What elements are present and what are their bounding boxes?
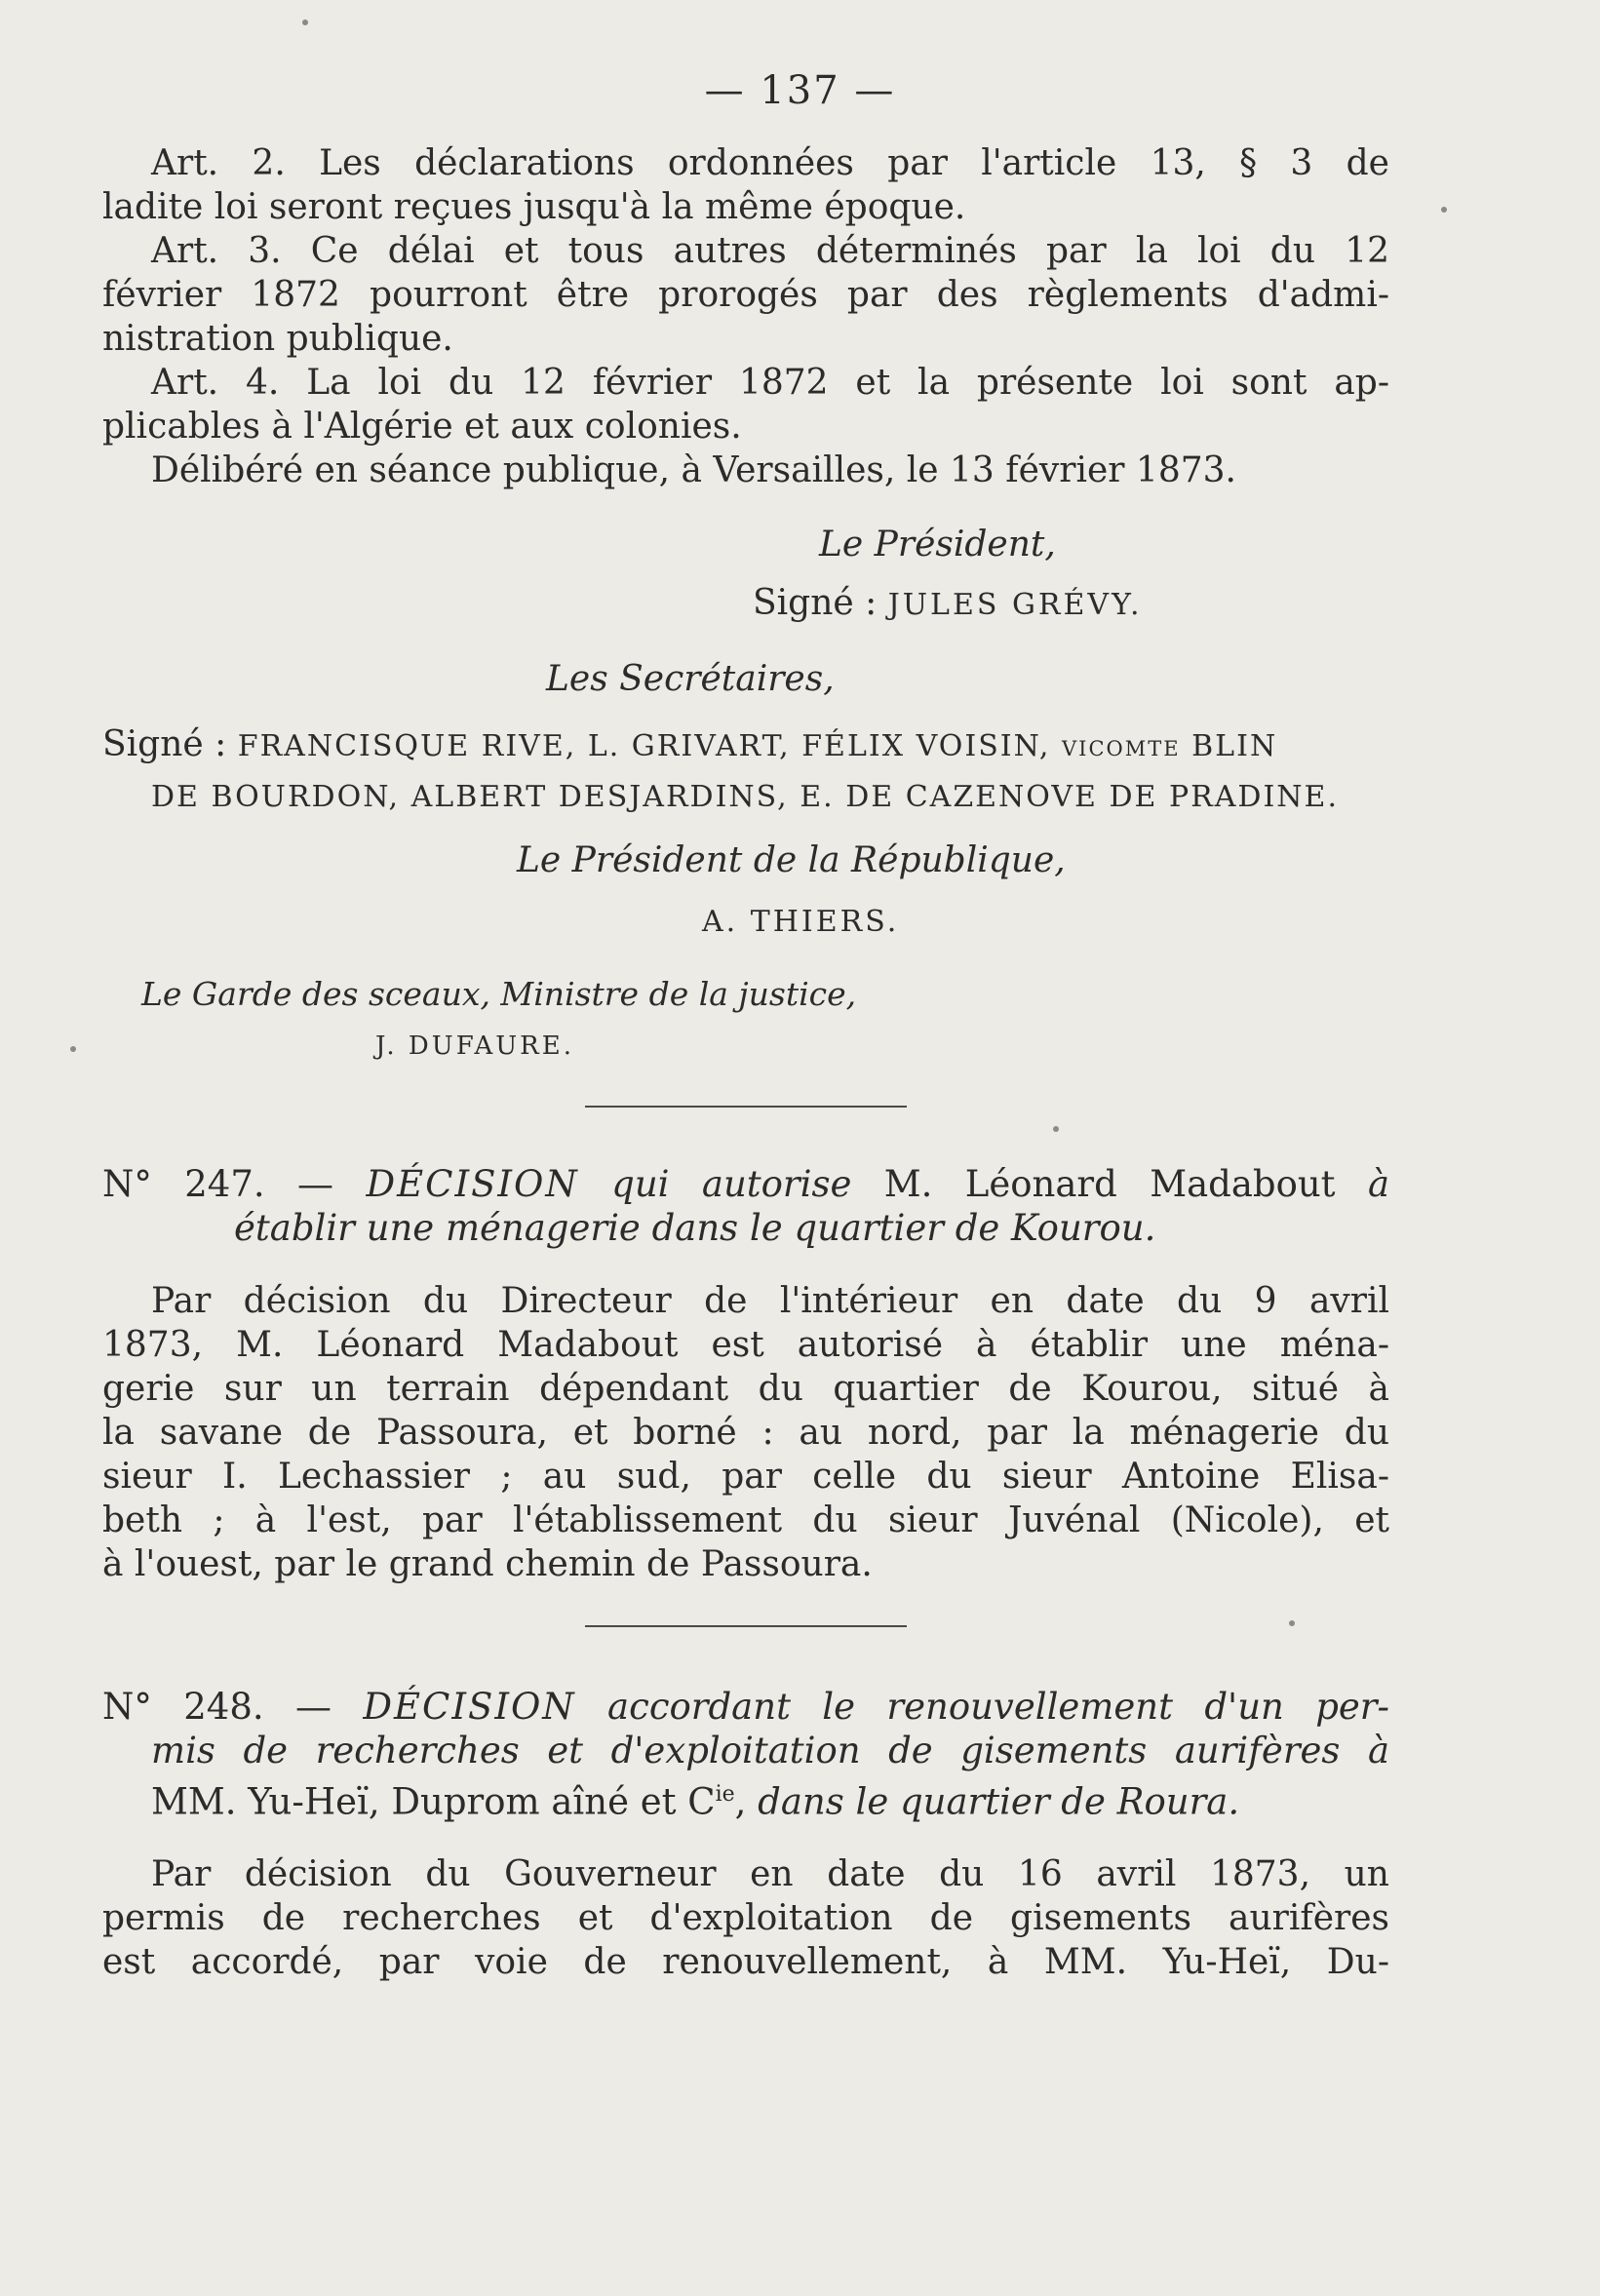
page-number: — 137 — [704, 68, 896, 113]
decision-heading-text: accordant le renouvellement d'un per- [607, 1686, 1389, 1728]
paper-speck [302, 19, 308, 25]
decision-247 [102, 1162, 1389, 1586]
decision-heading-sep: , [734, 1780, 747, 1823]
article-4 [102, 361, 1389, 448]
paper-speck [1441, 207, 1447, 213]
decision-248 [102, 1685, 1389, 1984]
paper-speck [70, 1046, 76, 1052]
decision-248-heading-line-1 [102, 1685, 1389, 1729]
deliberation [102, 448, 1389, 492]
article-3 [102, 229, 1389, 361]
president-name: JULES GRÉVY. [887, 588, 1143, 622]
paper-speck [1053, 1126, 1059, 1132]
decision-247-body-line-3: gerie sur un terrain dépendant du quartier de Kourou, situé à [102, 1369, 1389, 1409]
decision-heading-place: dans le quartier de Roura. [758, 1780, 1240, 1823]
secretaires-names-1: FRANCISQUE RIVE, L. GRIVART, FÉLIX VOISIN, vicomte BLIN [237, 729, 1278, 763]
article-3-line-3: nistration publique. [102, 319, 453, 359]
decision-label: DÉCISION [366, 1163, 579, 1205]
decision-247-heading-line-2: établir une ménagerie dans le quartier de Kourou. [234, 1207, 1156, 1249]
decision-heading-names: MM. Yu-Heï, Duprom aîné et C [151, 1780, 716, 1823]
decision-247-body-line-1: Par décision du Directeur de l'intérieur en date du 9 avril [151, 1281, 1389, 1321]
decision-247-body-line-5: sieur I. Lechassier ; au sud, par celle du sieur Antoine Elisa- [102, 1457, 1389, 1497]
decision-247-body-line-4: la savane de Passoura, et borné : au nord, par la ménagerie du [102, 1413, 1389, 1453]
secretaires-names-2: DE BOURDON, ALBERT DESJARDINS, E. DE CAZENOVE DE PRADINE. [151, 780, 1339, 814]
decision-number: N° 247. — [102, 1163, 334, 1205]
secretaires-line-2 [151, 775, 1339, 815]
section-divider [585, 1625, 907, 1627]
article-2-line-1: Art. 2. Les déclarations ordonnées par l'article 13, § 3 de [151, 143, 1389, 183]
decision-248-body-line-2: permis de recherches et d'exploitation de gisements aurifères [102, 1898, 1389, 1939]
decision-heading-text: qui autorise [611, 1163, 852, 1205]
decision-247-body-line-6: beth ; à l'est, par l'établissement du sieur Juvénal (Nicole), et [102, 1500, 1389, 1540]
article-4-line-1: Art. 4. La loi du 12 février 1872 et la présente loi sont ap- [151, 363, 1389, 403]
decision-heading-end: à [1367, 1163, 1390, 1205]
article-4-line-2: plicables à l'Algérie et aux colonies. [102, 407, 742, 447]
signe-label: Signé : [753, 583, 878, 623]
president-republique-title: Le Président de la République, [517, 840, 1066, 880]
article-2 [102, 141, 1389, 229]
deliberation-line: Délibéré en séance publique, à Versailles, le 13 février 1873. [151, 450, 1236, 490]
decision-247-heading [102, 1162, 1389, 1250]
decision-248-heading-line-2: mis de recherches et d'exploitation de gisements aurifères à [151, 1730, 1389, 1771]
decision-247-body [102, 1279, 1389, 1586]
article-3-line-1: Art. 3. Ce délai et tous autres déterminés par la loi du 12 [151, 231, 1389, 271]
decision-247-heading-line-1 [102, 1162, 1389, 1206]
paper-speck [1289, 1620, 1295, 1626]
decision-247-body-line-2: 1873, M. Léonard Madabout est autorisé à établir une ména- [102, 1325, 1389, 1365]
decision-number: N° 248. — [102, 1686, 332, 1728]
articles-block [102, 141, 1389, 492]
secretaires-title: Les Secrétaires, [546, 659, 835, 699]
decision-heading-name: M. Léonard Madabout [883, 1163, 1336, 1205]
decision-heading-sup: ie [715, 1782, 735, 1807]
section-divider [585, 1106, 907, 1108]
article-3-line-2: février 1872 pourront être prorogés par des règlements d'admi- [102, 275, 1389, 315]
decision-label: DÉCISION [363, 1686, 576, 1728]
article-2-line-2: ladite loi seront reçues jusqu'à la même époque. [102, 187, 966, 227]
decision-247-body-line-7: à l'ouest, par le grand chemin de Passoura. [102, 1544, 873, 1584]
decision-248-heading [102, 1685, 1389, 1823]
garde-title: Le Garde des sceaux, Ministre de la justice, [141, 975, 857, 1013]
decision-248-body [102, 1852, 1389, 1984]
president-republique-name: A. THIERS. [702, 905, 900, 939]
secretaires-line-1 [102, 724, 1389, 764]
president-signature [753, 583, 1143, 623]
decision-248-body-line-3: est accordé, par voie de renouvellement, à MM. Yu-Heï, Du- [102, 1942, 1389, 1983]
president-title: Le Président, [819, 525, 1056, 564]
signe-label: Signé : [102, 724, 227, 764]
decision-248-heading-line-3 [102, 1772, 1389, 1823]
garde-name: J. DUFAURE. [375, 1031, 574, 1061]
decision-248-body-line-1: Par décision du Gouverneur en date du 16 avril 1873, un [151, 1854, 1389, 1895]
